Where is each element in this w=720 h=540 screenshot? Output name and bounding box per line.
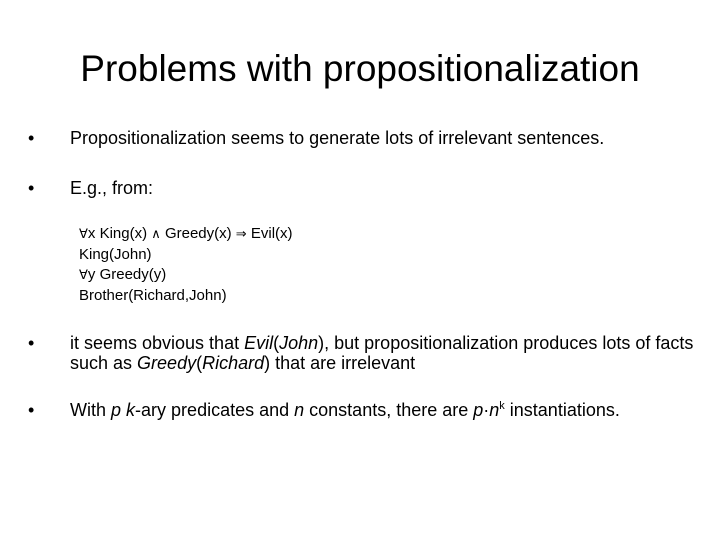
bullet-obvious-evil-john bbox=[28, 333, 698, 373]
forall-symbol: ∀ bbox=[79, 268, 88, 283]
bullet-marker: • bbox=[28, 333, 35, 353]
and-symbol: ∧ bbox=[151, 227, 161, 242]
bullet-text: it seems obvious that Evil(John), but propositionalization produces lots of facts such as Greedy(Richard) that are irrelevant bbox=[70, 333, 694, 373]
bullet-instantiations bbox=[28, 400, 698, 420]
bullet-text: Propositionalization seems to generate lots of irrelevant sentences. bbox=[70, 128, 605, 148]
bullet-text: E.g., from: bbox=[70, 178, 154, 198]
formula-brother: Brother(Richard,John) bbox=[79, 287, 227, 304]
formula-greedy-y: ∀y Greedy(y) bbox=[79, 266, 167, 283]
bullet-irrelevant-sentences bbox=[28, 128, 698, 148]
bullet-marker: • bbox=[28, 178, 35, 198]
slide-title: Problems with propositionalization bbox=[80, 48, 640, 89]
bullet-marker: • bbox=[28, 400, 35, 420]
formula-block bbox=[79, 224, 293, 306]
bullet-marker: • bbox=[28, 128, 35, 148]
bullet-example bbox=[28, 178, 698, 198]
bullet-text: With p k-ary predicates and n constants, there are $p\cdot n^k$ instantiations. bbox=[70, 400, 620, 420]
forall-symbol: ∀ bbox=[79, 227, 88, 242]
formula-king-john: King(John) bbox=[79, 246, 152, 263]
implies-symbol: ⇒ bbox=[235, 227, 247, 242]
formula-king-greedy-evil: ∀x King(x) ∧ Greedy(x) ⇒ Evil(x) bbox=[79, 225, 293, 242]
